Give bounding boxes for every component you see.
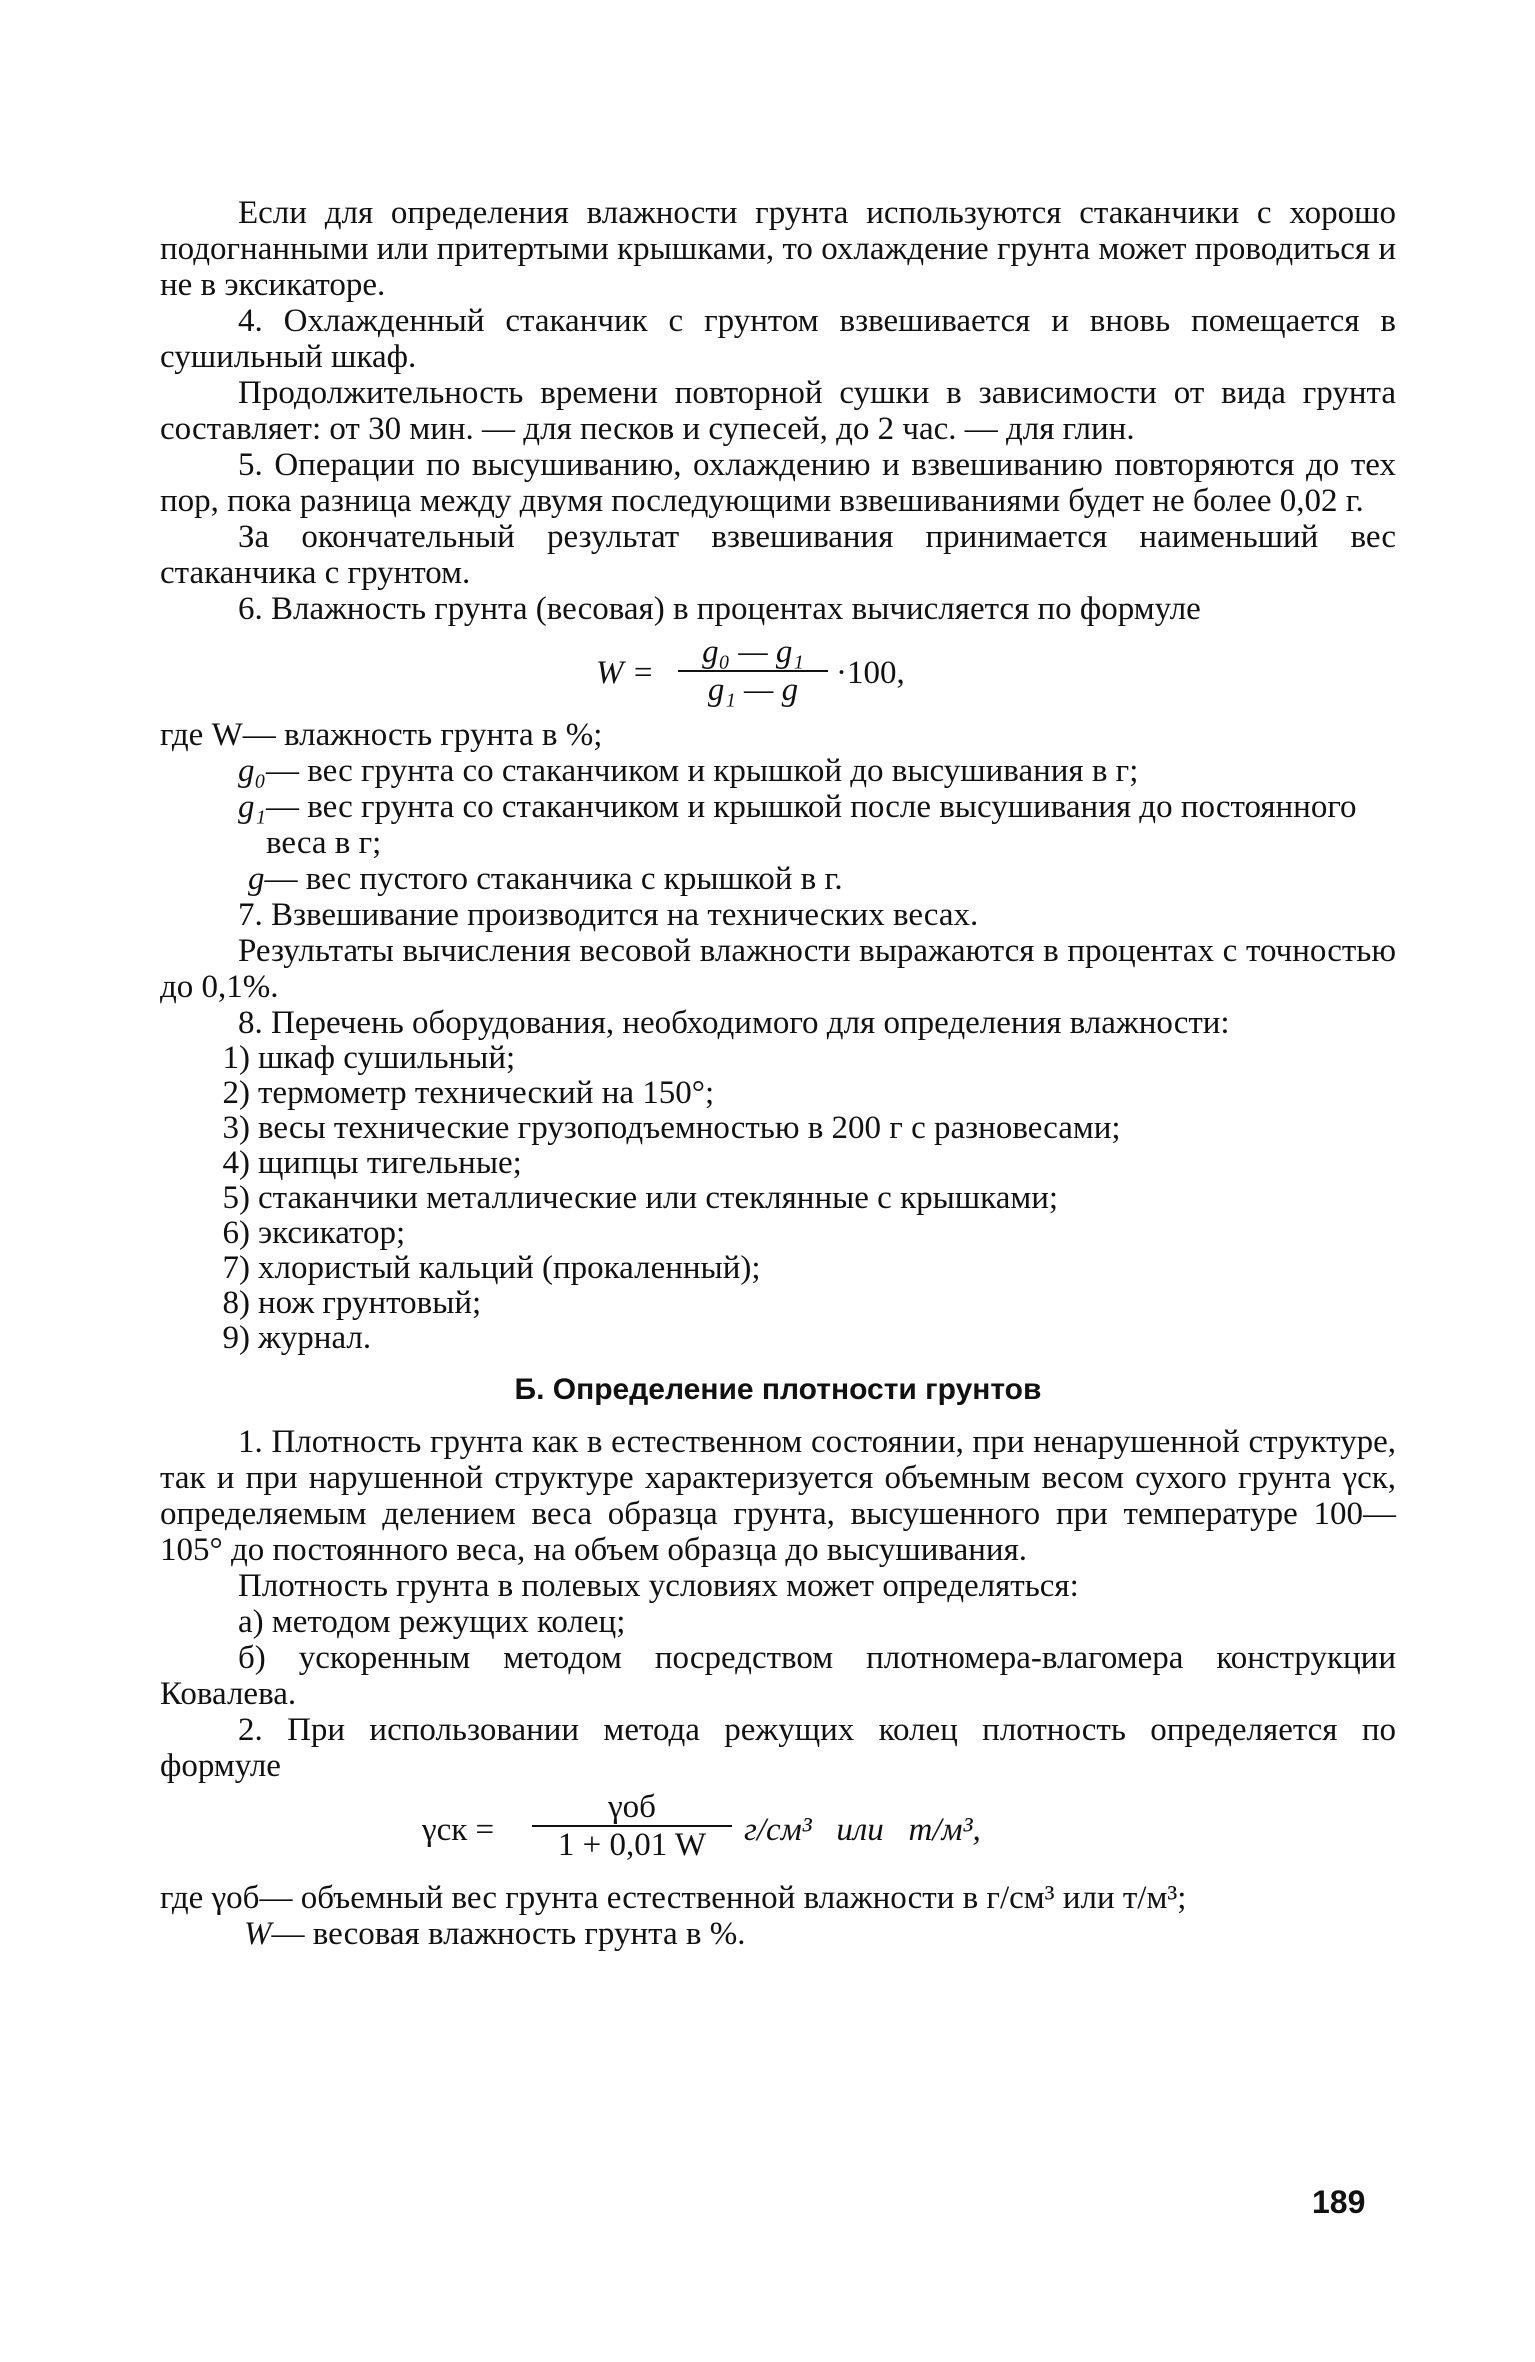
list-text: стаканчики металлические или стеклянные с крышками; xyxy=(258,1180,1059,1216)
list-number: 5) xyxy=(222,1180,250,1216)
definition-text: — объемный вес грунта естественной влажности в г/см³ или т/м³; xyxy=(259,1880,1187,1916)
paragraph: 6. Влажность грунта (весовая) в процентах вычисляется по формуле xyxy=(238,591,1201,627)
definition-text: — весовая влажность грунта в %. xyxy=(271,1916,746,1952)
formula-lhs: W = xyxy=(596,655,655,691)
list-item xyxy=(208,1286,1396,1321)
list-text: термометр технический на 150°; xyxy=(258,1075,715,1111)
list-number: 8) xyxy=(222,1285,250,1321)
paragraph: 7. Взвешивание производится на технических весах. xyxy=(238,897,979,933)
definition-text: — вес грунта со стаканчиком и крышкой после высушивания до постоянного веса в г; xyxy=(265,789,1357,861)
definition-row xyxy=(160,789,1396,861)
list-text: шкаф сушильный; xyxy=(258,1040,516,1076)
paragraph: Если для определения влажности грунта используются стаканчики с хорошо подогнанными или притертыми крышками, то охлаждение грунта может проводиться и не в эксикаторе. xyxy=(160,195,1396,303)
paragraph: Продолжительность времени повторной сушки в зависимости от вида грунта составляет: от 30 мин. — для песков и супесей, до 2 час. — для глин. xyxy=(160,375,1396,447)
list-number: 9) xyxy=(222,1320,250,1356)
formula-tail: г/см³ или т/м³, xyxy=(744,1812,981,1848)
definition-text: — вес пустого стаканчика с крышкой в г. xyxy=(264,861,843,897)
formula-definitions xyxy=(160,1880,1396,1952)
paragraph: 1. Плотность грунта как в естественном состоянии, при ненарушенной структуре, так и при нарушенной структуре характеризуется объемным весом сухого грунта γск, определяемым делением веса образца грунта, высушенного при температуре 100—105° до постоянного веса, на объем образца до высушивания. xyxy=(160,1424,1396,1568)
definition-symbol: W xyxy=(244,1916,272,1952)
definition-symbol: где W xyxy=(160,717,243,753)
page-number: 189 xyxy=(1312,2184,1366,2220)
paragraph: 4. Охлажденный стаканчик с грунтом взвешивается и вновь помещается в сушильный шкаф. xyxy=(160,303,1396,375)
list-item xyxy=(208,1321,1396,1356)
definition-symbol: g₁ xyxy=(238,789,266,825)
section-heading: Б. Определение плотности грунтов xyxy=(514,1373,1042,1406)
list-number: 7) xyxy=(222,1250,250,1286)
definition-row xyxy=(160,861,1396,897)
list-item xyxy=(208,1251,1396,1286)
definition-row xyxy=(160,1880,1396,1916)
definition-row xyxy=(160,753,1396,789)
density-formula xyxy=(160,1784,1396,1880)
list-item xyxy=(208,1041,1396,1076)
list-text: журнал. xyxy=(258,1320,372,1356)
list-item xyxy=(208,1076,1396,1111)
formula-lhs: γск = xyxy=(422,1812,495,1848)
paragraph: За окончательный результат взвешивания принимается наименьший вес стаканчика с грунтом. xyxy=(160,519,1396,591)
definition-symbol: g xyxy=(248,861,265,897)
list-text: весы технические грузоподъемностью в 200 г с разновесами; xyxy=(258,1110,1121,1146)
formula-fraction xyxy=(678,635,828,707)
list-number: 2) xyxy=(222,1075,250,1111)
list-item xyxy=(208,1111,1396,1146)
paragraph: 2. При использовании метода режущих колец плотность определяется по формуле xyxy=(160,1712,1396,1784)
definition-row xyxy=(160,717,1396,753)
equipment-list xyxy=(160,1041,1396,1356)
formula-denominator: 1 + 0,01 W xyxy=(557,1827,707,1863)
list-number: 3) xyxy=(222,1110,250,1146)
formula-fraction xyxy=(532,1790,732,1862)
paragraph: 5. Операции по высушиванию, охлаждению и взвешиванию повторяются до тех пор, пока разница между двумя последующими взвешиваниями будет не более 0,02 г. xyxy=(160,447,1396,519)
moisture-formula xyxy=(160,629,1396,717)
paragraph: 8. Перечень оборудования, необходимого для определения влажности: xyxy=(238,1005,1230,1041)
definition-row xyxy=(160,1916,1396,1952)
list-item xyxy=(208,1216,1396,1251)
page-content xyxy=(160,195,1396,1952)
definition-text: — вес грунта со стаканчиком и крышкой до высушивания в г; xyxy=(265,753,1139,789)
list-item xyxy=(208,1181,1396,1216)
list-item xyxy=(208,1146,1396,1181)
list-number: 4) xyxy=(222,1145,250,1181)
formula-tail: ·100, xyxy=(836,655,905,691)
definition-symbol: где γоб xyxy=(160,1880,260,1916)
paragraph: б) ускоренным методом посредством плотномера-влагомера конструкции Ковалева. xyxy=(160,1640,1396,1712)
list-number: 6) xyxy=(222,1215,250,1251)
list-number: 1) xyxy=(222,1040,250,1076)
paragraph: Плотность грунта в полевых условиях может определяться: xyxy=(238,1568,1079,1604)
list-text: щипцы тигельные; xyxy=(258,1145,522,1181)
definition-text: — влажность грунта в %; xyxy=(242,717,603,753)
list-text: нож грунтовый; xyxy=(258,1285,482,1321)
formula-numerator: g₀ — g₁ xyxy=(702,634,804,670)
definition-symbol: g₀ xyxy=(238,753,266,789)
formula-definitions xyxy=(160,717,1396,897)
formula-denominator: g₁ — g xyxy=(707,672,799,708)
formula-numerator: γоб xyxy=(608,1789,656,1825)
list-text: эксикатор; xyxy=(258,1215,406,1251)
paragraph: Результаты вычисления весовой влажности выражаются в процентах с точностью до 0,1%. xyxy=(160,933,1396,1005)
paragraph: а) методом режущих колец; xyxy=(238,1604,626,1640)
list-text: хлористый кальций (прокаленный); xyxy=(258,1250,761,1286)
